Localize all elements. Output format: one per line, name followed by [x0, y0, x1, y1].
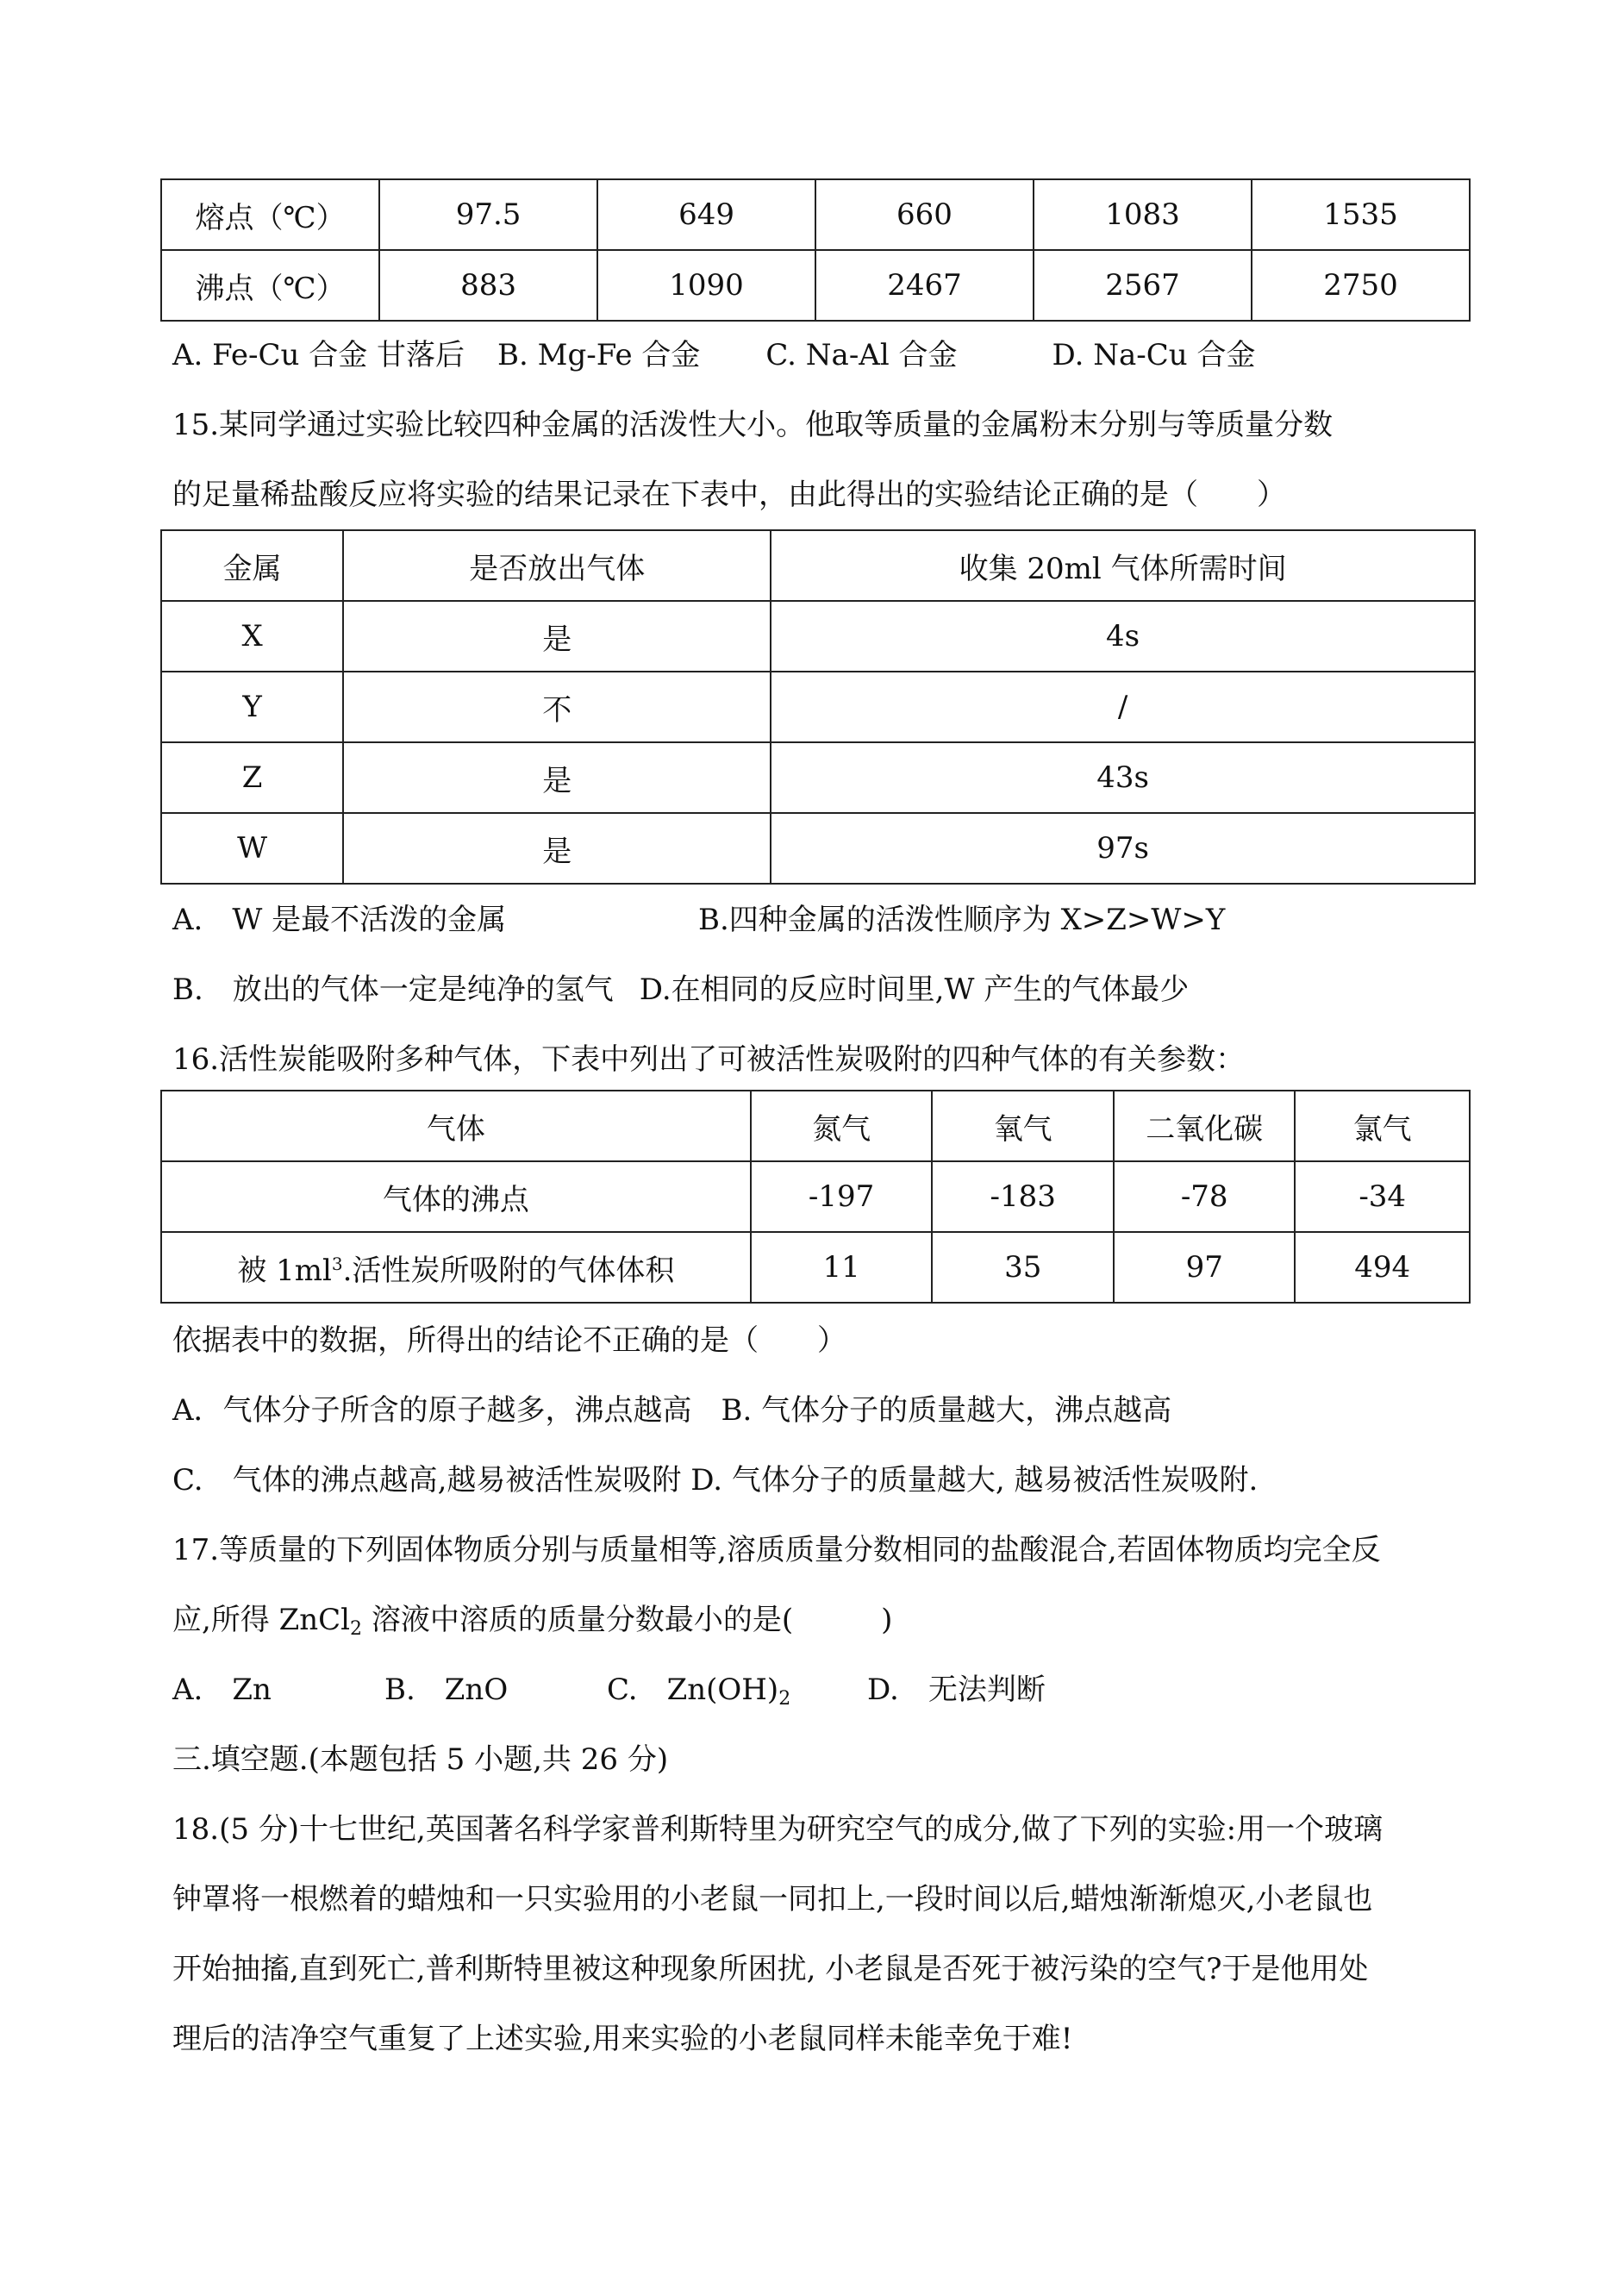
q18-line2: 钟罩将一根燃着的蜡烛和一只实验用的小老鼠一同扣上,一段时间以后,蜡烛渐渐熄灭,小老鼠也: [172, 1882, 1373, 1917]
q17-line2-pre: 应,所得 ZnCl: [172, 1603, 351, 1637]
q17-line2-post: 溶液中溶质的质量分数最小的是( ): [362, 1603, 893, 1637]
table-header-cell: 是否放出气体: [343, 530, 771, 601]
table-header-cell: 金属: [161, 530, 343, 601]
q17-stem-line1: 17.等质量的下列固体物质分别与质量相等,溶质质量分数相同的盐酸混合,若固体物质均完全反: [172, 1533, 1381, 1567]
row-label-pre: 被 1ml: [237, 1253, 332, 1288]
table-cell: Y: [161, 672, 343, 742]
q14-option-c: C. Na-Al 合金: [765, 338, 958, 372]
q15-stem-line2: 的足量稀盐酸反应将实验的结果记录在下表中，由此得出的实验结论正确的是（ ）: [172, 478, 1286, 512]
table-cell: 是: [343, 813, 771, 884]
q15-option-c: B. 放出的气体一定是纯净的氢气: [172, 972, 614, 1007]
table-header-cell: 氧气: [932, 1091, 1114, 1161]
table-cell: 沸点（℃）: [161, 250, 379, 321]
table-cell: 97s: [771, 813, 1475, 884]
q17-option-c-sub: 2: [778, 1688, 791, 1710]
table-cell: 11: [751, 1232, 933, 1303]
table-cell: 不: [343, 672, 771, 742]
q16-options-ab: A．气体分子所含的原子越多，沸点越高 B. 气体分子的质量越大，沸点越高: [172, 1393, 1172, 1428]
table-header-cell: 收集 20ml 气体所需时间: [771, 530, 1475, 601]
q15-option-a: A. W 是最不活泼的金属: [172, 903, 507, 937]
table-cell: -197: [751, 1161, 933, 1232]
q15-stem-line1: 15.某同学通过实验比较四种金属的活泼性大小。他取等质量的金属粉末分别与等质量分数: [172, 408, 1334, 442]
table-row: [161, 813, 1475, 884]
q17-options: [172, 1671, 1046, 1718]
q17-option-a: A. Zn: [172, 1673, 272, 1707]
table-cell: 43s: [771, 742, 1475, 813]
row-label-post: .活性炭所吸附的气体体积: [342, 1253, 675, 1288]
gas-adsorption-table: [160, 1090, 1471, 1304]
table-row: [161, 250, 1470, 321]
q15-option-b: B.四种金属的活泼性顺序为 X>Z>W>Y: [698, 903, 1226, 937]
table-cell: 4s: [771, 601, 1475, 672]
table-cell: 97: [1114, 1232, 1295, 1303]
table-cell: 1083: [1034, 179, 1252, 250]
q15-options-ab: [172, 901, 1225, 939]
table-cell: -78: [1114, 1161, 1295, 1232]
table-cell: /: [771, 672, 1475, 742]
q15-options-cd: [172, 971, 1189, 1009]
table-cell: 883: [379, 250, 597, 321]
table-row: [161, 672, 1475, 742]
table-cell: 649: [597, 179, 815, 250]
table-row: [161, 1161, 1470, 1232]
q17-option-d: D. 无法判断: [867, 1673, 1046, 1707]
q14-options: [172, 336, 1255, 374]
table-cell: 是: [343, 742, 771, 813]
table-header-cell: 气体: [161, 1091, 751, 1161]
table-cell: 2567: [1034, 250, 1252, 321]
metal-activity-table: [160, 529, 1476, 885]
table-row: [161, 742, 1475, 813]
q15-option-d: D.在相同的反应时间里,W 产生的气体最少: [639, 972, 1190, 1007]
table-row: [161, 179, 1470, 250]
table-cell: 1090: [597, 250, 815, 321]
table-cell: -34: [1295, 1161, 1470, 1232]
table-cell: [161, 1232, 751, 1303]
table-row: [161, 1232, 1470, 1303]
table-row: [161, 601, 1475, 672]
table-cell: 2750: [1252, 250, 1470, 321]
q16-question: 依据表中的数据，所得出的结论不正确的是（ ）: [172, 1323, 846, 1358]
q16-stem: 16.活性炭能吸附多种气体，下表中列出了可被活性炭吸附的四种气体的有关参数：: [172, 1042, 1246, 1077]
q18-line1: 18.(5 分)十七世纪,英国著名科学家普利斯特里为研究空气的成分,做了下列的实验:用一个玻璃: [172, 1812, 1384, 1847]
q17-option-b: B. ZnO: [384, 1673, 509, 1707]
q18-line3: 开始抽搐,直到死亡,普利斯特里被这种现象所困扰, 小老鼠是否死于被污染的空气?于是他用处: [172, 1952, 1369, 1986]
table-header-cell: 二氧化碳: [1114, 1091, 1295, 1161]
table-cell: Z: [161, 742, 343, 813]
q14-option-b: B. Mg-Fe 合金: [497, 338, 701, 372]
table-cell: 是: [343, 601, 771, 672]
q18-line4: 理后的洁净空气重复了上述实验,用来实验的小老鼠同样未能幸免于难!: [172, 2022, 1073, 2056]
q14-option-a: A. Fe-Cu 合金 甘落后: [172, 338, 465, 372]
table-cell: X: [161, 601, 343, 672]
table-header-cell: 氯气: [1295, 1091, 1470, 1161]
table-header-row: [161, 1091, 1470, 1161]
row-label-sup: 3: [331, 1253, 343, 1274]
table-cell: -183: [932, 1161, 1114, 1232]
table-cell: 熔点（℃）: [161, 179, 379, 250]
table-cell: 气体的沸点: [161, 1161, 751, 1232]
table-cell: W: [161, 813, 343, 884]
table-header-cell: 氮气: [751, 1091, 933, 1161]
q17-option-c: [607, 1671, 867, 1718]
q14-option-d: D. Na-Cu 合金: [1052, 338, 1256, 372]
metal-properties-table: [160, 178, 1471, 322]
q17-line2-sub: 2: [350, 1618, 363, 1640]
table-cell: 2467: [815, 250, 1034, 321]
table-header-row: [161, 530, 1475, 601]
table-cell: 1535: [1252, 179, 1470, 250]
table-cell: 660: [815, 179, 1034, 250]
section-heading: 三.填空题.(本题包括 5 小题,共 26 分): [172, 1742, 669, 1777]
table-cell: 35: [932, 1232, 1114, 1303]
q17-stem-line2: [172, 1601, 892, 1648]
q17-option-c-pre: C. Zn(OH): [607, 1673, 779, 1707]
table-cell: 494: [1295, 1232, 1470, 1303]
table-cell: 97.5: [379, 179, 597, 250]
q16-options-cd: C. 气体的沸点越高,越易被活性炭吸附 D. 气体分子的质量越大, 越易被活性炭吸附.: [172, 1463, 1259, 1498]
